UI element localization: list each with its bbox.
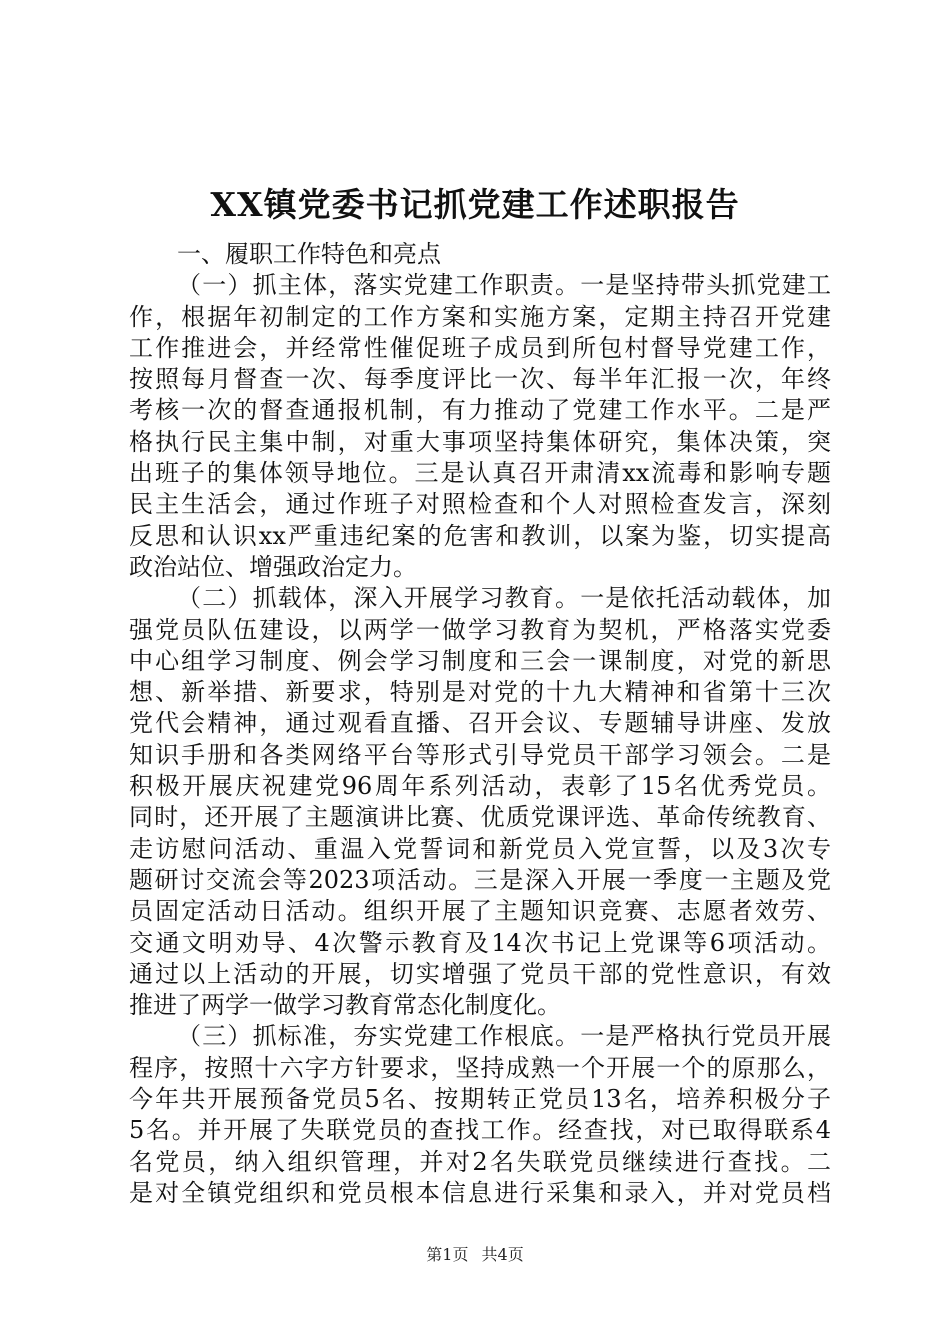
paragraph-line: （二）抓载体，深入开展学习教育。一是依托活动载体，加 xyxy=(177,584,831,613)
paragraph-line: 积极开展庆祝建党96周年系列活动，表彰了15名优秀党员。 xyxy=(129,772,831,801)
paragraph-line: 反思和认识xx严重违纪案的危害和教训，以案为鉴，切实提高 xyxy=(129,521,831,550)
paragraph-line: 程序，按照十六字方针要求，坚持成熟一个开展一个的原那么， xyxy=(129,1053,831,1082)
paragraph-line: 今年共开展预备党员5名、按期转正党员13名，培养积极分子 xyxy=(129,1085,831,1114)
paragraph-line: 民主生活会，通过作班子对照检查和个人对照检查发言，深刻 xyxy=(129,490,831,519)
paragraph-line: （一）抓主体，落实党建工作职责。一是坚持带头抓党建工 xyxy=(177,271,831,300)
paragraph-line: 出班子的集体领导地位。三是认真召开肃清xx流毒和影响专题 xyxy=(129,459,831,488)
paragraph-line: 题研讨交流会等2023项活动。三是深入开展一季度一主题及党 xyxy=(129,865,831,894)
paragraph-line: 同时，还开展了主题演讲比赛、优质党课评选、革命传统教育、 xyxy=(129,803,831,832)
paragraph-line: 推进了两学一做学习教育常态化制度化。 xyxy=(129,991,561,1020)
paragraph-line: 中心组学习制度、例会学习制度和三会一课制度，对党的新思 xyxy=(129,646,831,675)
paragraph-line: （三）抓标准，夯实党建工作根底。一是严格执行党员开展 xyxy=(177,1022,831,1051)
document-body xyxy=(129,239,831,1209)
paragraph-line: 交通文明劝导、4次警示教育及14次书记上党课等6项活动。 xyxy=(129,928,831,957)
paragraph-line: 政治站位、增强政治定力。 xyxy=(129,552,417,581)
paragraph-line: 考核一次的督查通报机制，有力推动了党建工作水平。二是严 xyxy=(129,396,831,425)
paragraph-line: 想、新举措、新要求，特别是对党的十九大精神和省第十三次 xyxy=(129,678,831,707)
paragraph-line: 走访慰问活动、重温入党誓词和新党员入党宣誓，以及3次专 xyxy=(129,834,831,863)
paragraph-line: 强党员队伍建设，以两学一做学习教育为契机，严格落实党委 xyxy=(129,615,831,644)
paragraph-line: 名党员，纳入组织管理，并对2名失联党员继续进行查找。二 xyxy=(129,1147,831,1176)
paragraph-line: 按照每月督查一次、每季度评比一次、每半年汇报一次，年终 xyxy=(129,365,831,394)
paragraph-line: 知识手册和各类网络平台等形式引导党员干部学习领会。二是 xyxy=(129,740,831,769)
paragraph-line: 通过以上活动的开展，切实增强了党员干部的党性意识，有效 xyxy=(129,959,831,988)
paragraph-line: 5名。并开展了失联党员的查找工作。经查找，对已取得联系4 xyxy=(129,1116,831,1145)
paragraph-line: 员固定活动日活动。组织开展了主题知识竞赛、志愿者效劳、 xyxy=(129,897,831,926)
paragraph-line: 是对全镇党组织和党员根本信息进行采集和录入，并对党员档 xyxy=(129,1178,831,1207)
section-heading: 一、履职工作特色和亮点 xyxy=(177,240,441,268)
page-footer xyxy=(0,1245,950,1265)
document-title: XX镇党委书记抓党建工作述职报告 xyxy=(210,185,740,224)
page-number: 第1页 xyxy=(426,1245,469,1264)
paragraph-line: 党代会精神，通过观看直播、召开会议、专题辅导讲座、发放 xyxy=(129,709,831,738)
paragraph-line: 格执行民主集中制，对重大事项坚持集体研究，集体决策，突 xyxy=(129,427,831,456)
paragraph-line: 工作推进会，并经常性催促班子成员到所包村督导党建工作， xyxy=(129,333,831,362)
paragraph-line: 作，根据年初制定的工作方案和实施方案，定期主持召开党建 xyxy=(129,302,831,331)
page-total: 共4页 xyxy=(481,1245,524,1264)
